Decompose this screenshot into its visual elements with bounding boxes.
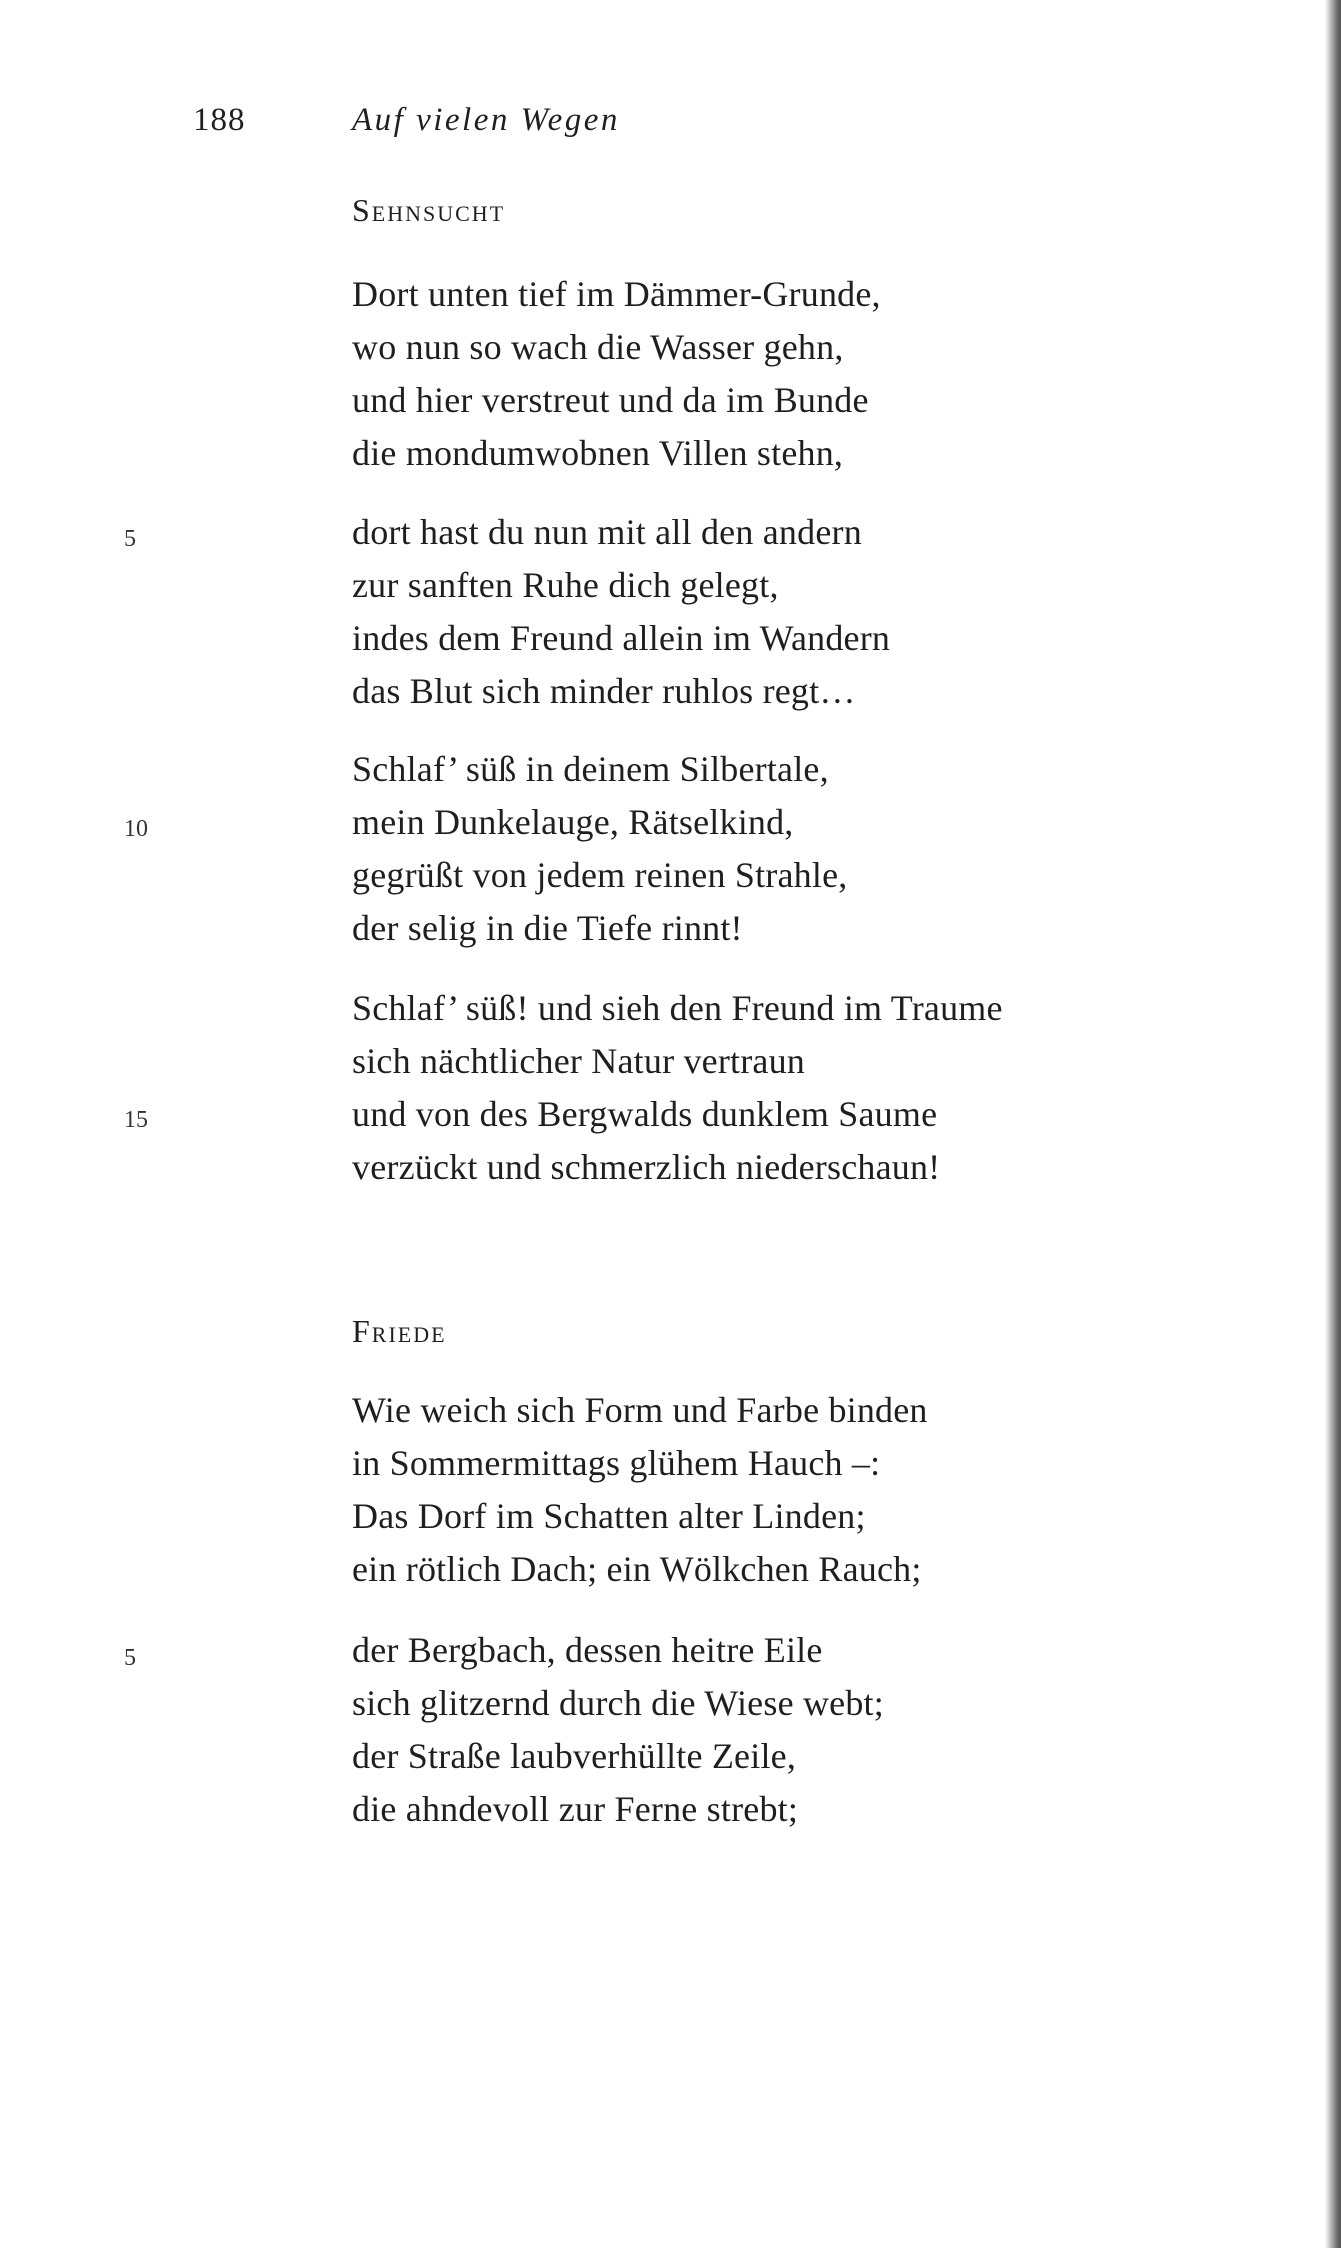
stanza — [352, 982, 1003, 1194]
verse-line: ein rötlich Dach; ein Wölkchen Rauch; — [352, 1549, 922, 1589]
running-title: Auf vielen Wegen — [352, 102, 620, 138]
line-number: 5 — [124, 526, 136, 552]
binding-shadow — [1325, 0, 1341, 2248]
verse-line: und von des Bergwalds dunklem Saume — [352, 1094, 938, 1134]
verse-line: zur sanften Ruhe dich gelegt, — [352, 565, 779, 605]
poem-title: Sehnsucht — [352, 192, 506, 228]
verse-line: gegrüßt von jedem reinen Strahle, — [352, 855, 848, 895]
stanza — [352, 1384, 928, 1596]
verse-line: der Straße laubverhüllte Zeile, — [352, 1736, 797, 1776]
verse-line: Wie weich sich Form und Farbe binden — [352, 1390, 928, 1430]
verse-line: sich glitzernd durch die Wiese webt; — [352, 1683, 884, 1723]
stanza — [352, 743, 847, 955]
verse-line: verzückt und schmerzlich niederschaun! — [352, 1147, 941, 1187]
verse-line: in Sommermittags glühem Hauch –: — [352, 1443, 881, 1483]
verse-line: indes dem Freund allein im Wandern — [352, 618, 891, 658]
line-number: 5 — [124, 1645, 136, 1671]
verse-line: und hier verstreut und da im Bunde — [352, 380, 869, 420]
line-number: 15 — [124, 1107, 148, 1133]
verse-line: das Blut sich minder ruhlos regt… — [352, 671, 856, 711]
verse-line: Das Dorf im Schatten alter Linden; — [352, 1496, 866, 1536]
running-head — [0, 102, 1200, 152]
stanza — [352, 1624, 884, 1836]
verse-line: wo nun so wach die Wasser gehn, — [352, 327, 844, 367]
verse-line: Dort unten tief im Dämmer-Grunde, — [352, 274, 881, 314]
verse-line: die mondumwobnen Villen stehn, — [352, 433, 844, 473]
verse-line: sich nächtlicher Natur vertraun — [352, 1041, 806, 1081]
line-number: 10 — [124, 816, 148, 842]
verse-line: mein Dunkelauge, Rätselkind, — [352, 802, 794, 842]
page-number: 188 — [193, 102, 246, 138]
verse-line: Schlaf’ süß in deinem Silbertale, — [352, 749, 829, 789]
stanza — [352, 268, 881, 480]
poem-title: Friede — [352, 1313, 447, 1349]
verse-line: dort hast du nun mit all den andern — [352, 512, 862, 552]
verse-line: die ahndevoll zur Ferne strebt; — [352, 1789, 799, 1829]
verse-line: der Bergbach, dessen heitre Eile — [352, 1630, 823, 1670]
verse-line: der selig in die Tiefe rinnt! — [352, 908, 743, 948]
stanza — [352, 506, 890, 718]
verse-line: Schlaf’ süß! und sieh den Freund im Traume — [352, 988, 1003, 1028]
